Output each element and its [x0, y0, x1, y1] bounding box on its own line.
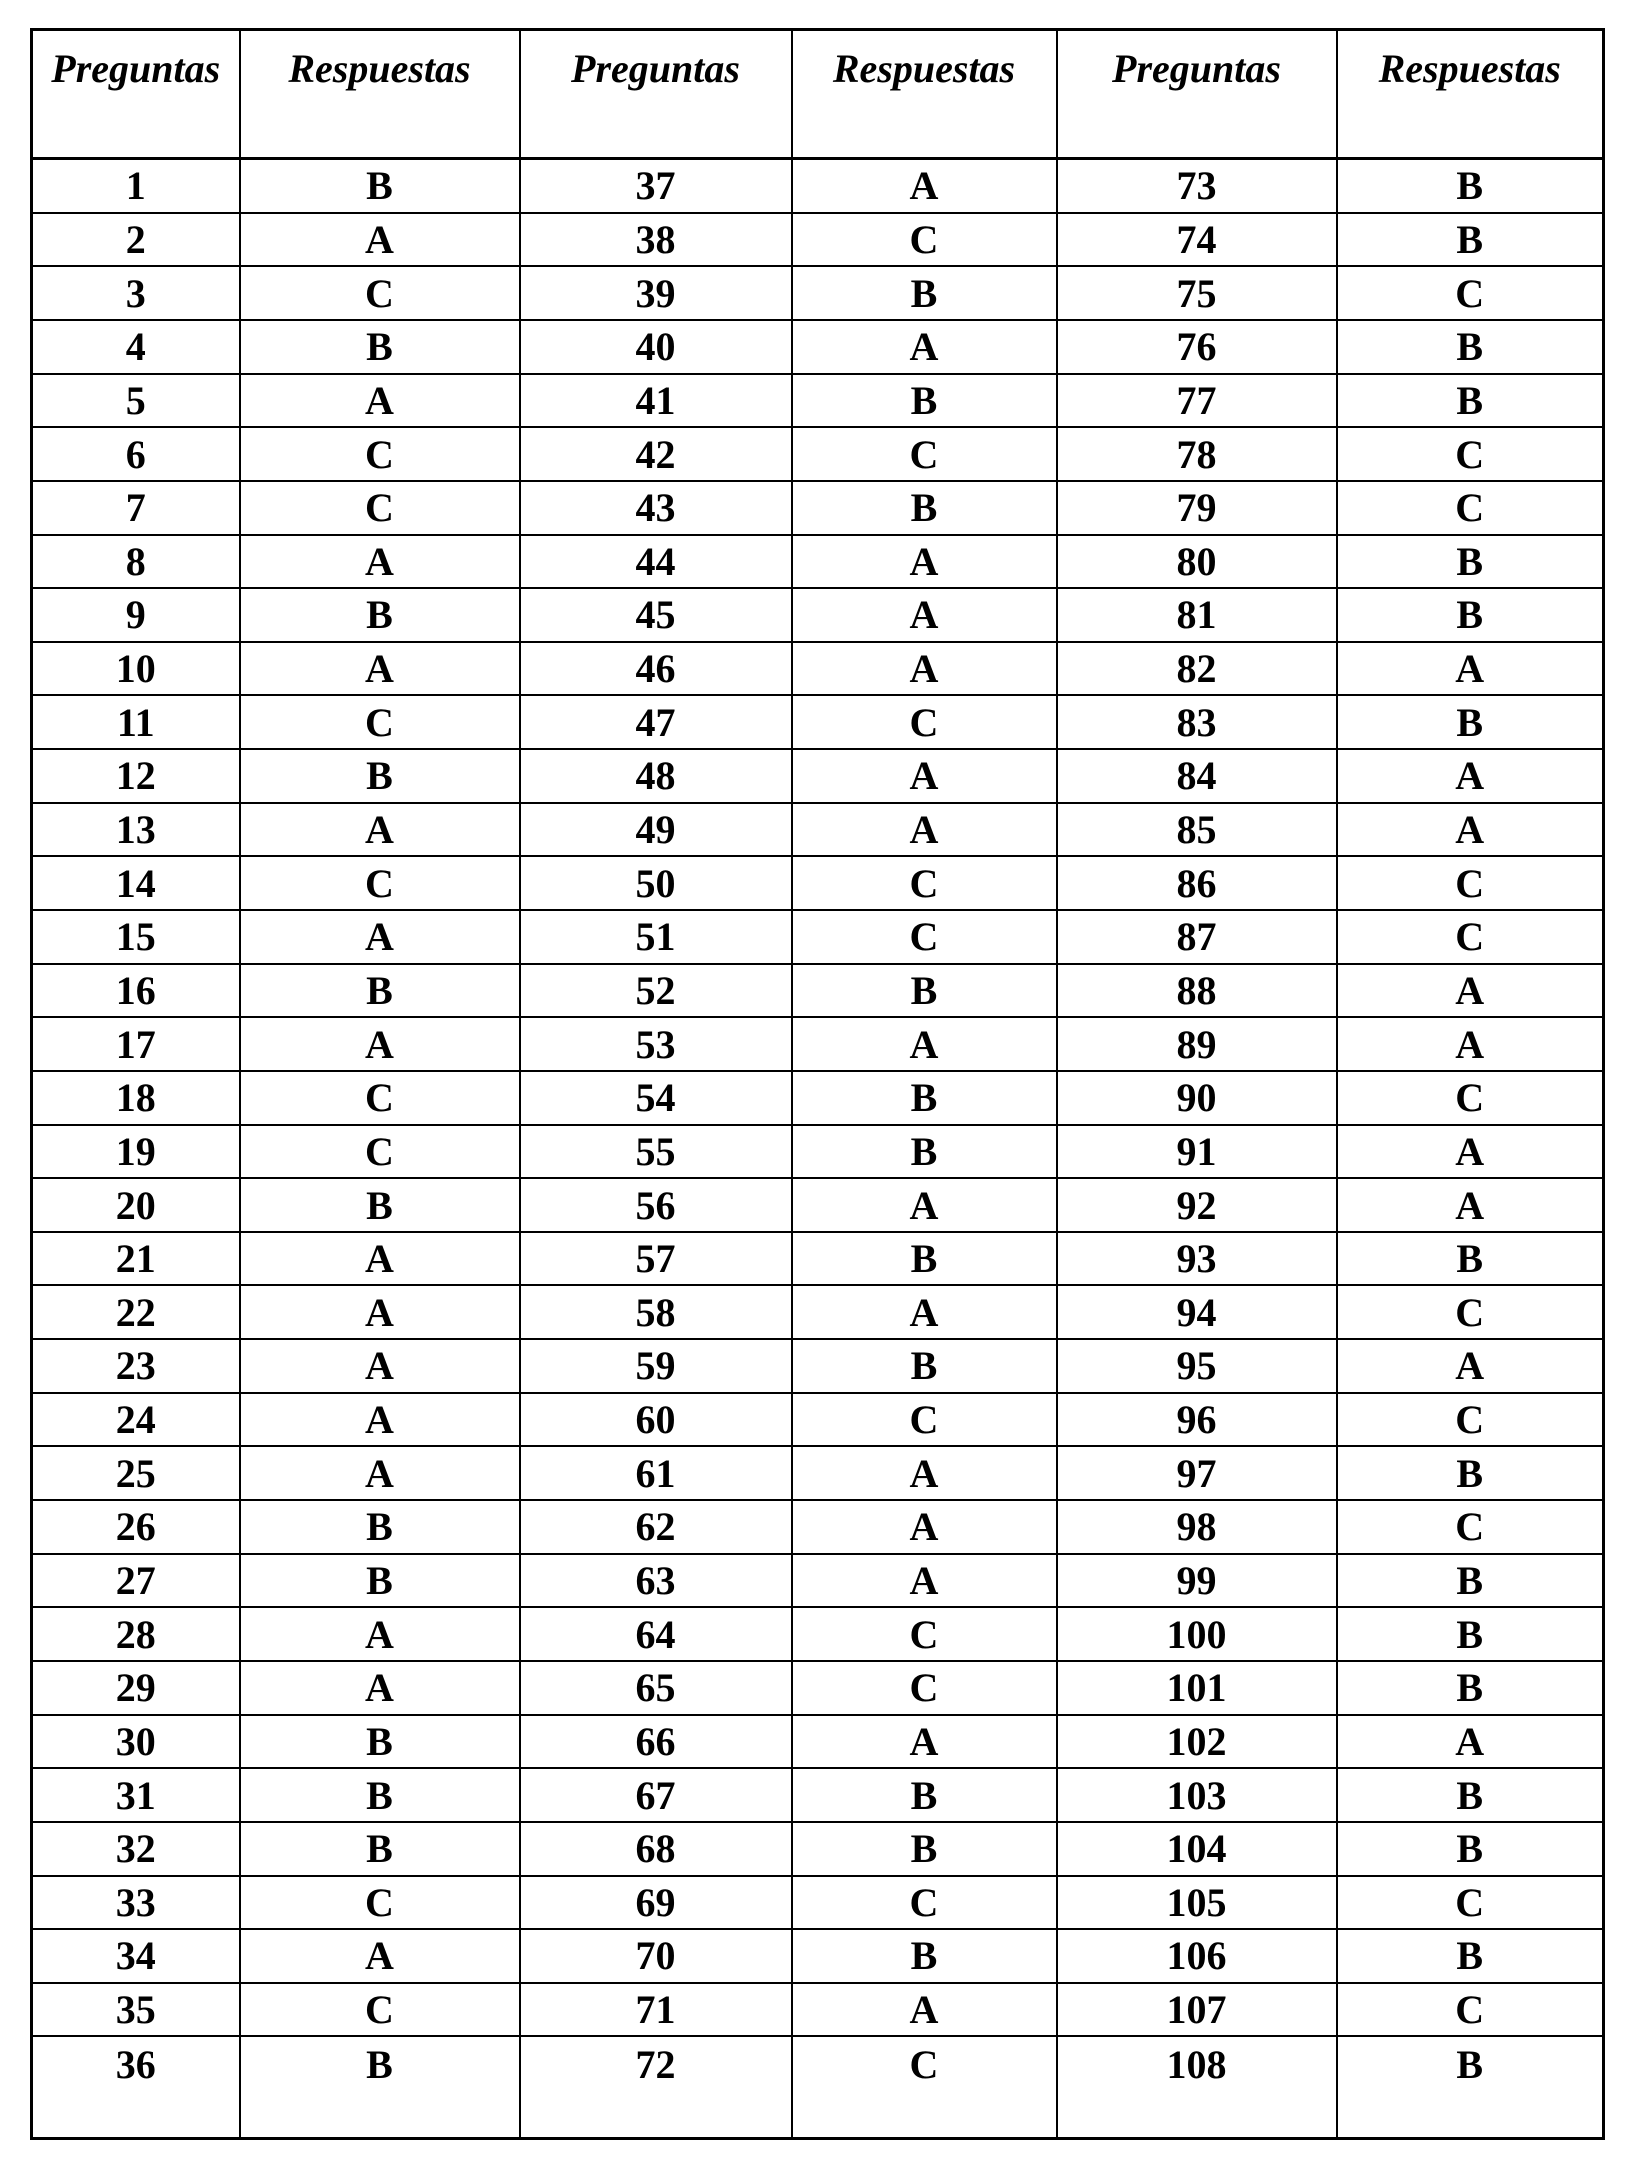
answer-letter: A — [240, 213, 520, 267]
table-row — [32, 910, 1604, 964]
answer-letter: C — [1337, 481, 1604, 535]
answer-letter: B — [240, 2036, 520, 2138]
question-number: 92 — [1057, 1178, 1337, 1232]
question-number: 28 — [32, 1607, 240, 1661]
question-number: 107 — [1057, 1983, 1337, 2037]
table-row — [32, 1178, 1604, 1232]
answer-letter: B — [240, 1715, 520, 1769]
question-number: 66 — [520, 1715, 792, 1769]
answer-letter: C — [792, 2036, 1057, 2138]
header-respuestas-1: Respuestas — [240, 30, 520, 159]
question-number: 39 — [520, 266, 792, 320]
question-number: 77 — [1057, 374, 1337, 428]
question-number: 15 — [32, 910, 240, 964]
question-number: 65 — [520, 1661, 792, 1715]
question-number: 2 — [32, 213, 240, 267]
question-number: 93 — [1057, 1232, 1337, 1286]
answer-letter: B — [1337, 535, 1604, 589]
answer-letter: B — [792, 1071, 1057, 1125]
question-number: 49 — [520, 803, 792, 857]
question-number: 57 — [520, 1232, 792, 1286]
answer-letter: A — [792, 159, 1057, 213]
question-number: 84 — [1057, 749, 1337, 803]
question-number: 43 — [520, 481, 792, 535]
answer-letter: C — [1337, 1285, 1604, 1339]
question-number: 101 — [1057, 1661, 1337, 1715]
answer-letter: B — [1337, 374, 1604, 428]
table-row — [32, 481, 1604, 535]
table-row — [32, 856, 1604, 910]
answer-letter: B — [1337, 320, 1604, 374]
header-preguntas-1: Preguntas — [32, 30, 240, 159]
answer-letter: A — [792, 642, 1057, 696]
table-row — [32, 1446, 1604, 1500]
question-number: 97 — [1057, 1446, 1337, 1500]
question-number: 23 — [32, 1339, 240, 1393]
answer-letter: A — [792, 749, 1057, 803]
answer-letter: C — [240, 481, 520, 535]
answer-letter: B — [1337, 588, 1604, 642]
answer-letter: A — [792, 1983, 1057, 2037]
question-number: 63 — [520, 1554, 792, 1608]
answer-letter: B — [240, 964, 520, 1018]
question-number: 59 — [520, 1339, 792, 1393]
question-number: 14 — [32, 856, 240, 910]
answer-letter: A — [240, 374, 520, 428]
question-number: 37 — [520, 159, 792, 213]
question-number: 81 — [1057, 588, 1337, 642]
question-number: 96 — [1057, 1393, 1337, 1447]
answer-letter: C — [1337, 266, 1604, 320]
answer-letter: A — [792, 1178, 1057, 1232]
answer-letter: C — [792, 427, 1057, 481]
answer-letter: B — [1337, 159, 1604, 213]
question-number: 82 — [1057, 642, 1337, 696]
question-number: 95 — [1057, 1339, 1337, 1393]
answer-letter: B — [240, 588, 520, 642]
table-row — [32, 1285, 1604, 1339]
question-number: 62 — [520, 1500, 792, 1554]
question-number: 36 — [32, 2036, 240, 2138]
table-row — [32, 803, 1604, 857]
question-number: 42 — [520, 427, 792, 481]
answer-letter: C — [1337, 427, 1604, 481]
question-number: 87 — [1057, 910, 1337, 964]
answer-letter: A — [1337, 1017, 1604, 1071]
question-number: 68 — [520, 1822, 792, 1876]
table-row — [32, 427, 1604, 481]
answer-letter: C — [792, 1393, 1057, 1447]
question-number: 52 — [520, 964, 792, 1018]
question-number: 88 — [1057, 964, 1337, 1018]
question-number: 7 — [32, 481, 240, 535]
question-number: 105 — [1057, 1876, 1337, 1930]
question-number: 76 — [1057, 320, 1337, 374]
table-row — [32, 213, 1604, 267]
question-number: 91 — [1057, 1125, 1337, 1179]
header-row — [32, 30, 1604, 159]
question-number: 24 — [32, 1393, 240, 1447]
answer-letter: B — [1337, 695, 1604, 749]
question-number: 46 — [520, 642, 792, 696]
answer-letter: A — [792, 1500, 1057, 1554]
table-row — [32, 1876, 1604, 1930]
answer-letter: A — [240, 642, 520, 696]
table-row — [32, 320, 1604, 374]
question-number: 100 — [1057, 1607, 1337, 1661]
answer-letter: A — [1337, 749, 1604, 803]
table-row — [32, 159, 1604, 213]
answer-letter: C — [240, 695, 520, 749]
answer-letter: A — [792, 1554, 1057, 1608]
question-number: 53 — [520, 1017, 792, 1071]
table-row — [32, 1715, 1604, 1769]
answer-letter: B — [1337, 2036, 1604, 2138]
table-row — [32, 1125, 1604, 1179]
table-row — [32, 642, 1604, 696]
answer-letter: A — [1337, 1125, 1604, 1179]
answer-letter: B — [240, 1822, 520, 1876]
answer-letter: B — [792, 1768, 1057, 1822]
question-number: 29 — [32, 1661, 240, 1715]
question-number: 27 — [32, 1554, 240, 1608]
question-number: 12 — [32, 749, 240, 803]
answer-letter: B — [792, 1125, 1057, 1179]
table-row — [32, 1017, 1604, 1071]
answer-letter: C — [1337, 1983, 1604, 2037]
question-number: 73 — [1057, 159, 1337, 213]
question-number: 26 — [32, 1500, 240, 1554]
answer-letter: B — [792, 1929, 1057, 1983]
question-number: 13 — [32, 803, 240, 857]
table-row — [32, 374, 1604, 428]
question-number: 4 — [32, 320, 240, 374]
answer-letter: A — [240, 1285, 520, 1339]
answer-letter: C — [1337, 1876, 1604, 1930]
table-row — [32, 266, 1604, 320]
table-row — [32, 1661, 1604, 1715]
answer-letter: C — [240, 1071, 520, 1125]
question-number: 98 — [1057, 1500, 1337, 1554]
table-row — [32, 535, 1604, 589]
answer-letter: A — [240, 1607, 520, 1661]
answer-letter: B — [1337, 1232, 1604, 1286]
answer-letter: B — [792, 1339, 1057, 1393]
answer-letter: C — [792, 1661, 1057, 1715]
question-number: 60 — [520, 1393, 792, 1447]
answer-letter: A — [240, 1017, 520, 1071]
answer-letter: C — [792, 910, 1057, 964]
answer-letter: C — [1337, 856, 1604, 910]
header-respuestas-2: Respuestas — [792, 30, 1057, 159]
answer-letter: B — [1337, 1768, 1604, 1822]
answer-letter: B — [792, 374, 1057, 428]
question-number: 5 — [32, 374, 240, 428]
question-number: 47 — [520, 695, 792, 749]
table-row — [32, 1393, 1604, 1447]
question-number: 64 — [520, 1607, 792, 1661]
question-number: 41 — [520, 374, 792, 428]
answer-letter: C — [792, 695, 1057, 749]
answer-letter: A — [240, 535, 520, 589]
question-number: 67 — [520, 1768, 792, 1822]
table-row — [32, 695, 1604, 749]
answer-letter: A — [1337, 803, 1604, 857]
answer-letter: B — [240, 159, 520, 213]
question-number: 89 — [1057, 1017, 1337, 1071]
answer-letter: A — [792, 1715, 1057, 1769]
table-row — [32, 2036, 1604, 2138]
question-number: 30 — [32, 1715, 240, 1769]
answer-letter: A — [240, 803, 520, 857]
answer-letter: A — [240, 1929, 520, 1983]
question-number: 86 — [1057, 856, 1337, 910]
question-number: 94 — [1057, 1285, 1337, 1339]
question-number: 11 — [32, 695, 240, 749]
answer-letter: B — [1337, 1661, 1604, 1715]
question-number: 31 — [32, 1768, 240, 1822]
answer-letter: C — [240, 266, 520, 320]
answer-letter: A — [1337, 1715, 1604, 1769]
question-number: 34 — [32, 1929, 240, 1983]
question-number: 22 — [32, 1285, 240, 1339]
question-number: 45 — [520, 588, 792, 642]
table-row — [32, 1607, 1604, 1661]
question-number: 35 — [32, 1983, 240, 2037]
answer-letter: B — [1337, 1446, 1604, 1500]
question-number: 20 — [32, 1178, 240, 1232]
question-number: 103 — [1057, 1768, 1337, 1822]
answer-letter: A — [240, 1393, 520, 1447]
answer-key-table — [30, 28, 1605, 2140]
answer-letter: C — [240, 1125, 520, 1179]
question-number: 90 — [1057, 1071, 1337, 1125]
answer-letter: A — [1337, 1178, 1604, 1232]
question-number: 17 — [32, 1017, 240, 1071]
question-number: 18 — [32, 1071, 240, 1125]
answer-letter: C — [240, 1876, 520, 1930]
answer-letter: A — [792, 1285, 1057, 1339]
answer-letter: B — [792, 1822, 1057, 1876]
question-number: 104 — [1057, 1822, 1337, 1876]
answer-letter: A — [240, 1661, 520, 1715]
answer-letter: C — [1337, 1393, 1604, 1447]
question-number: 79 — [1057, 481, 1337, 535]
answer-letter: A — [240, 1446, 520, 1500]
question-number: 51 — [520, 910, 792, 964]
answer-letter: B — [240, 1554, 520, 1608]
header-preguntas-3: Preguntas — [1057, 30, 1337, 159]
answer-letter: C — [240, 427, 520, 481]
question-number: 74 — [1057, 213, 1337, 267]
answer-letter: A — [792, 320, 1057, 374]
answer-letter: B — [1337, 1929, 1604, 1983]
answer-letter: C — [792, 1607, 1057, 1661]
question-number: 99 — [1057, 1554, 1337, 1608]
table-row — [32, 1983, 1604, 2037]
answer-letter: A — [1337, 642, 1604, 696]
answer-letter: B — [240, 1178, 520, 1232]
question-number: 25 — [32, 1446, 240, 1500]
question-number: 40 — [520, 320, 792, 374]
answer-letter: B — [1337, 213, 1604, 267]
answer-letter: A — [792, 535, 1057, 589]
answer-letter: A — [792, 1017, 1057, 1071]
question-number: 69 — [520, 1876, 792, 1930]
answer-letter: A — [792, 803, 1057, 857]
answer-letter: A — [240, 1339, 520, 1393]
answer-letter: A — [1337, 964, 1604, 1018]
table-body — [32, 159, 1604, 2139]
answer-letter: C — [240, 856, 520, 910]
question-number: 48 — [520, 749, 792, 803]
answer-letter: C — [792, 1876, 1057, 1930]
question-number: 38 — [520, 213, 792, 267]
answer-letter: C — [240, 1983, 520, 2037]
table-row — [32, 1929, 1604, 1983]
table-row — [32, 1554, 1604, 1608]
answer-letter: B — [792, 1232, 1057, 1286]
question-number: 108 — [1057, 2036, 1337, 2138]
question-number: 21 — [32, 1232, 240, 1286]
question-number: 70 — [520, 1929, 792, 1983]
question-number: 33 — [32, 1876, 240, 1930]
header-preguntas-2: Preguntas — [520, 30, 792, 159]
question-number: 85 — [1057, 803, 1337, 857]
question-number: 32 — [32, 1822, 240, 1876]
table-row — [32, 1822, 1604, 1876]
answer-letter: C — [792, 213, 1057, 267]
question-number: 19 — [32, 1125, 240, 1179]
table-row — [32, 749, 1604, 803]
answer-letter: A — [1337, 1339, 1604, 1393]
table-row — [32, 1500, 1604, 1554]
question-number: 55 — [520, 1125, 792, 1179]
answer-letter: B — [240, 1500, 520, 1554]
question-number: 78 — [1057, 427, 1337, 481]
answer-letter: C — [1337, 910, 1604, 964]
question-number: 61 — [520, 1446, 792, 1500]
question-number: 9 — [32, 588, 240, 642]
header-respuestas-3: Respuestas — [1337, 30, 1604, 159]
answer-letter: B — [1337, 1607, 1604, 1661]
answer-letter: A — [792, 1446, 1057, 1500]
question-number: 83 — [1057, 695, 1337, 749]
question-number: 102 — [1057, 1715, 1337, 1769]
question-number: 72 — [520, 2036, 792, 2138]
question-number: 1 — [32, 159, 240, 213]
question-number: 50 — [520, 856, 792, 910]
answer-letter: B — [240, 320, 520, 374]
question-number: 75 — [1057, 266, 1337, 320]
answer-letter: C — [1337, 1071, 1604, 1125]
answer-letter: A — [240, 1232, 520, 1286]
answer-letter: B — [240, 749, 520, 803]
question-number: 56 — [520, 1178, 792, 1232]
question-number: 71 — [520, 1983, 792, 2037]
question-number: 8 — [32, 535, 240, 589]
answer-letter: B — [792, 481, 1057, 535]
question-number: 106 — [1057, 1929, 1337, 1983]
answer-letter: B — [1337, 1554, 1604, 1608]
question-number: 58 — [520, 1285, 792, 1339]
table-row — [32, 588, 1604, 642]
question-number: 54 — [520, 1071, 792, 1125]
answer-letter: C — [792, 856, 1057, 910]
question-number: 16 — [32, 964, 240, 1018]
table-header — [32, 30, 1604, 159]
table-row — [32, 1768, 1604, 1822]
answer-letter: B — [1337, 1822, 1604, 1876]
table-row — [32, 1071, 1604, 1125]
table-row — [32, 964, 1604, 1018]
answer-letter: B — [792, 266, 1057, 320]
table-row — [32, 1232, 1604, 1286]
question-number: 6 — [32, 427, 240, 481]
question-number: 80 — [1057, 535, 1337, 589]
question-number: 10 — [32, 642, 240, 696]
answer-letter: B — [240, 1768, 520, 1822]
answer-letter: A — [792, 588, 1057, 642]
answer-letter: B — [792, 964, 1057, 1018]
question-number: 44 — [520, 535, 792, 589]
answer-letter: C — [1337, 1500, 1604, 1554]
answer-letter: A — [240, 910, 520, 964]
question-number: 3 — [32, 266, 240, 320]
table-row — [32, 1339, 1604, 1393]
